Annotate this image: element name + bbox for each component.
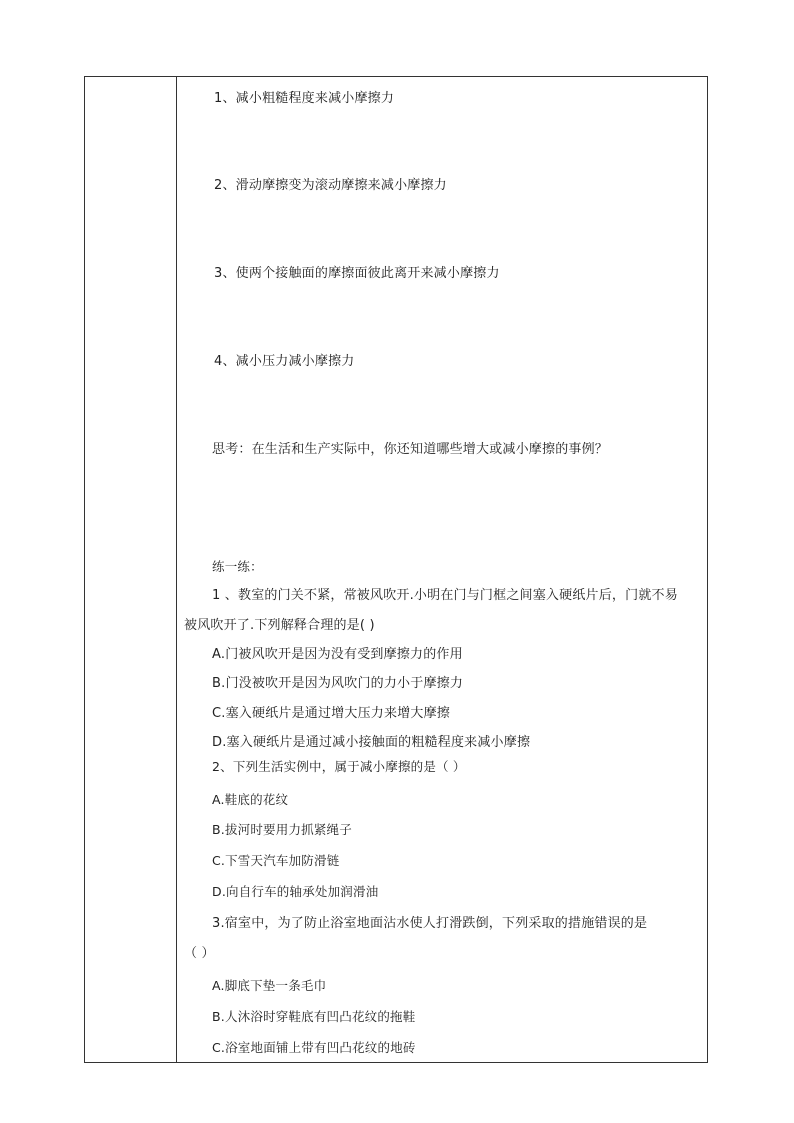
method-3: 3、使两个接触面的摩擦面彼此离开来减小摩擦力 xyxy=(214,266,500,281)
q1-option-c: C.塞入硬纸片是通过增大压力来增大摩擦 xyxy=(212,706,451,721)
column-divider xyxy=(176,76,177,1063)
q1-option-b: B.门没被吹开是因为风吹门的力小于摩擦力 xyxy=(212,676,464,691)
q2-option-d: D.向自行车的轴承处加润滑油 xyxy=(212,884,379,899)
q1-option-d: D.塞入硬纸片是通过减小接触面的粗糙程度来减小摩擦 xyxy=(212,735,531,750)
q1-option-a: A.门被风吹开是因为没有受到摩擦力的作用 xyxy=(212,647,463,662)
q2-option-c: C.下雪天汽车加防滑链 xyxy=(212,853,340,868)
q1-stem-line2: 被风吹开了.下列解释合理的是( ) xyxy=(184,618,375,633)
q3-option-b: B.人沐浴时穿鞋底有凹凸花纹的拖鞋 xyxy=(212,1009,416,1024)
q2-stem: 2、下列生活实例中，属于减小摩擦的是（ ） xyxy=(212,759,466,774)
think-question: 思考：在生活和生产实际中，你还知道哪些增大或减小摩擦的事例？ xyxy=(212,442,609,457)
method-1: 1、减小粗糙程度来减小摩擦力 xyxy=(214,91,395,106)
q1-stem-line1: 1 、教室的门关不紧，常被风吹开.小明在门与门框之间塞入硬纸片后，门就不易 xyxy=(212,588,678,603)
q3-option-c: C.浴室地面铺上带有凹凸花纹的地砖 xyxy=(212,1040,416,1055)
q2-option-a: A.鞋底的花纹 xyxy=(212,792,289,807)
q2-option-b: B.拔河时要用力抓紧绳子 xyxy=(212,822,352,837)
q3-option-a: A.脚底下垫一条毛巾 xyxy=(212,978,327,993)
practice-title: 练一练： xyxy=(212,559,263,574)
table-left-cell xyxy=(85,77,176,1062)
q3-stem-line2: （ ） xyxy=(184,946,215,961)
method-4: 4、减小压力减小摩擦力 xyxy=(214,354,355,369)
q3-stem-line1: 3.宿室中，为了防止浴室地面沾水使人打滑跌倒，下列采取的措施错误的是 xyxy=(212,916,648,931)
method-2: 2、滑动摩擦变为滚动摩擦来减小摩擦力 xyxy=(214,178,447,193)
